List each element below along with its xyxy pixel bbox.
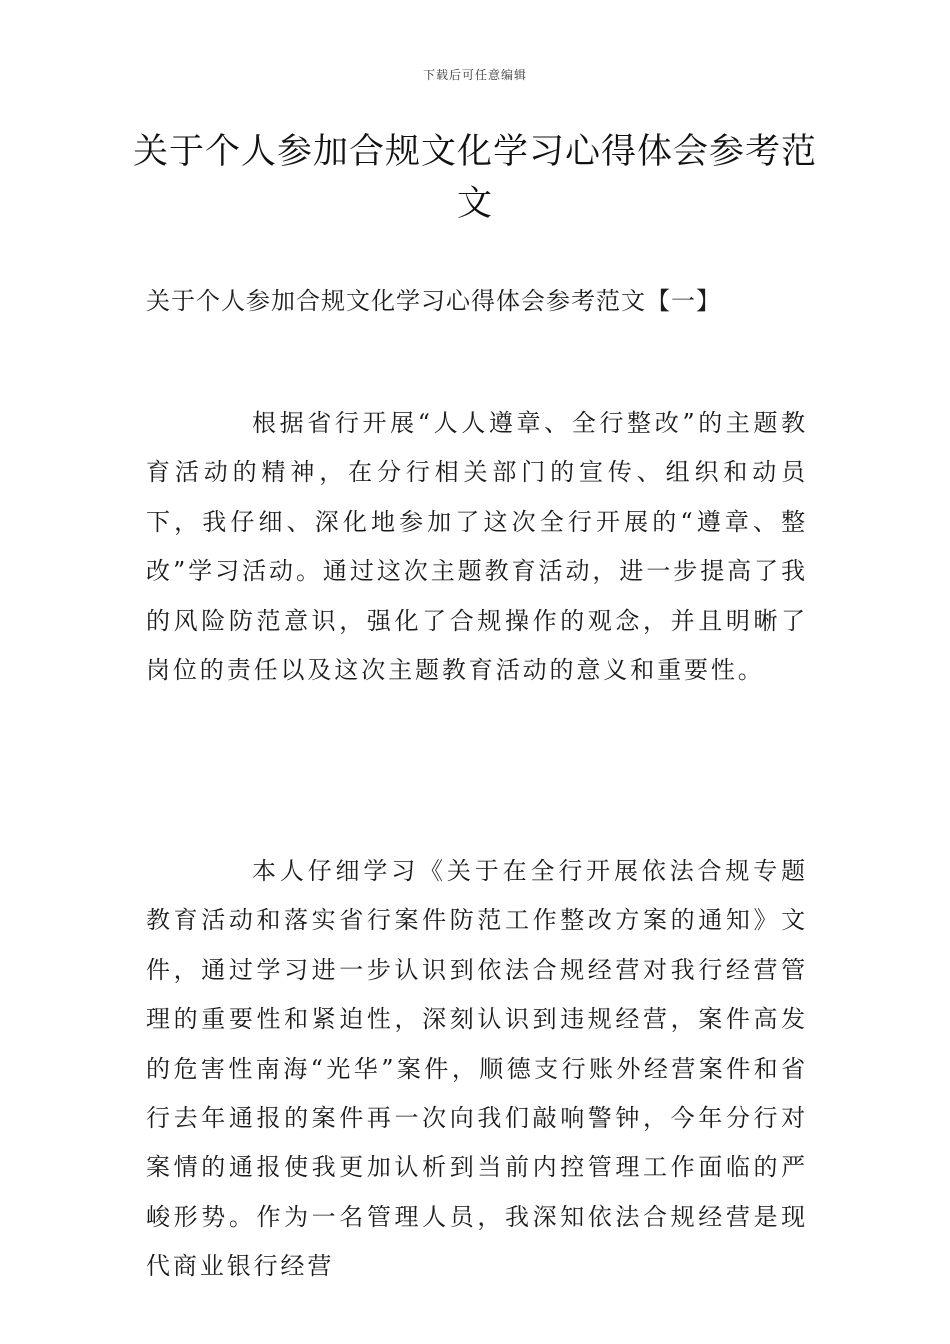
section-subtitle: 关于个人参加合规文化学习心得体会参考范文【一】 — [146, 287, 721, 315]
document-title: 关于个人参加合规文化学习心得体会参考范文 — [132, 132, 817, 224]
body-paragraph-1: 根据省行开展“人人遵章、全行整改”的主题教育活动的精神，在分行相关部门的宣传、组织和动员下，我仔细、深化地参加了这次全行开展的“遵章、整改”学习活动。通过这次主题教育活动，进一步提高了我的风险防范意识，强化了合规操作的观念，并且明晰了岗位的责任以及这次主题教育活动的意义和重要性。 — [146, 409, 808, 685]
body-paragraph-2: 本人仔细学习《关于在全行开展依法合规专题教育活动和落实省行案件防范工作整改方案的通知》文件，通过学习进一步认识到依法合规经营对我行经营管理的重要性和紧迫性，深刻认识到违规经营，案件高发的危害性南海“光华”案件，顺德支行账外经营案件和省行去年通报的案件再一次向我们敲响警钟，今年分行对案情的通报使我更加认析到当前内控管理工作面临的严峻形势。作为一名管理人员，我深知依法合规经营是现代商业银行经营 — [146, 857, 808, 1281]
header-note: 下载后可任意编辑 — [422, 68, 527, 82]
